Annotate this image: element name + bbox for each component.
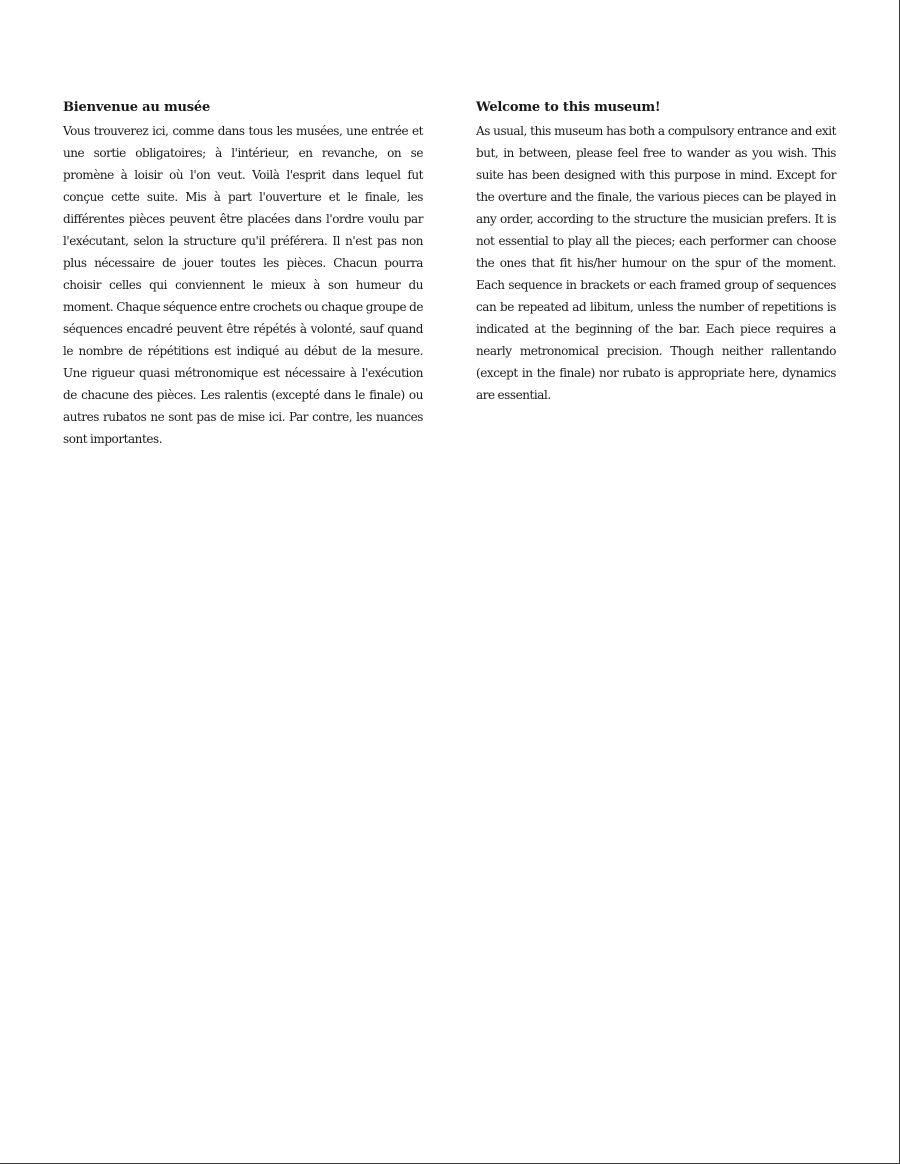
french-heading: Bienvenue au musée (63, 100, 211, 115)
english-heading: Welcome to this museum! (476, 100, 661, 115)
english-body: As usual, this museum has both a compulsory entrance and exit but, in between, please feel free to wander as you wish. This suite has been designed with this purpose in mind. Except for the overture and the finale, the various pieces can be played in any order, according to the structure the musician prefers. It is not essential to play all the pieces; each performer can choose the ones that fit his/her humour on the spur of the moment. Each sequence in brackets or each framed group of sequences can be repeated ad libitum, unless the number of repetitions is indicated at the beginning of the bar. Each piece requires a nearly metronomical precision. Though neither rallentando (except in the finale) nor rubato is appropriate here, dynamics are essential. (476, 124, 836, 402)
french-body: Vous trouverez ici, comme dans tous les musées, une entrée et une sortie obligatoires; à l'intérieur, en revanche, on se promène à loisir où l'on veut. Voilà l'esprit dans lequel fut conçue cette suite. Mis à part l'ouverture et le finale, les différentes pièces peuvent être placées dans l'ordre voulu par l'exécutant, selon la structure qu'il préférera. Il n'est pas non plus nécessaire de jouer toutes les pièces. Chacun pourra choisir celles qui conviennent le mieux à son humeur du moment. Chaque séquence entre crochets ou chaque groupe de séquences encadré peuvent être répétés à volonté, sauf quand le nombre de répétitions est indiqué au début de la mesure. Une rigueur quasi métronomique est nécessaire à l'exécution de chacune des pièces. Les ralentis (excepté dans le finale) ou autres rubatos ne sont pas de mise ici. Par contre, les nuances sont importantes. (63, 124, 423, 446)
english-section (476, 98, 836, 406)
french-section (63, 98, 423, 450)
